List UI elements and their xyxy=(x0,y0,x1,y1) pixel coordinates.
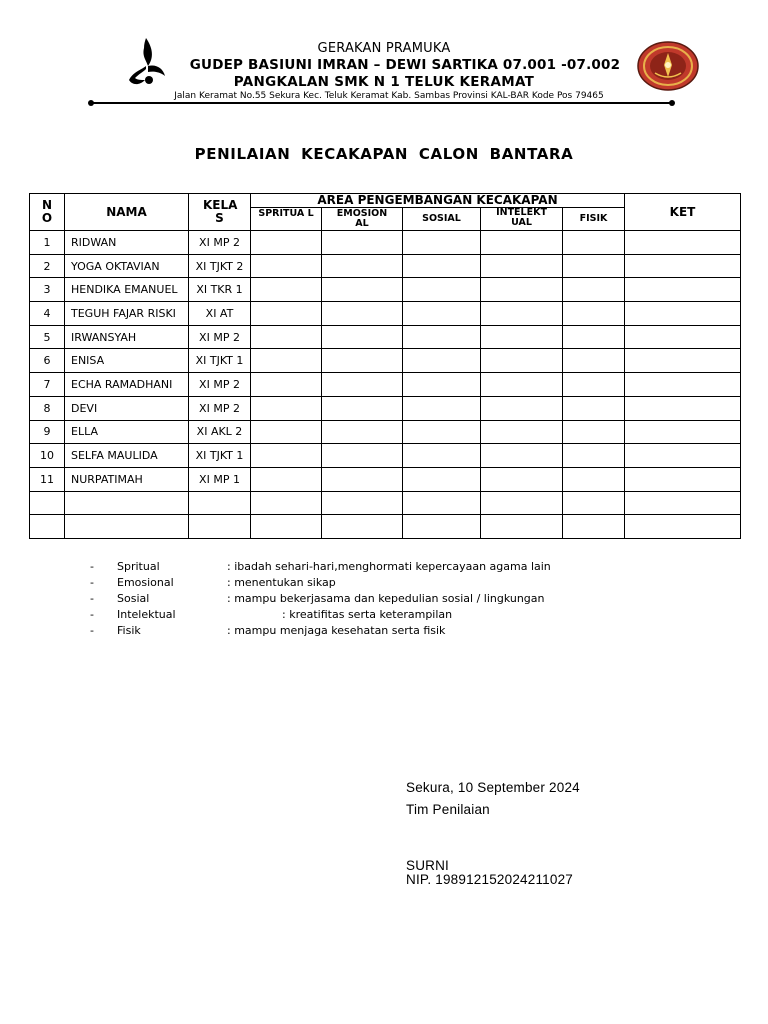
score-cell-emosional xyxy=(322,491,403,515)
legend-dash: - xyxy=(90,624,94,637)
score-cell-intelektual xyxy=(481,491,563,515)
table-row xyxy=(30,444,741,468)
row-number: 3 xyxy=(30,278,65,302)
header-intelektual: INTELEKT UAL xyxy=(481,208,563,231)
table-row xyxy=(30,467,741,491)
score-cell-sosial xyxy=(403,444,481,468)
row-class: XI TJKT 1 xyxy=(189,444,251,468)
header-no: N O xyxy=(30,194,65,231)
table-row xyxy=(30,254,741,278)
legend-description: : mampu bekerjasama dan kepedulian sosial / lingkungan xyxy=(227,592,545,605)
score-cell-fisik xyxy=(563,420,625,444)
table-row xyxy=(30,302,741,326)
legend-dash: - xyxy=(90,560,94,573)
legend-dash: - xyxy=(90,592,94,605)
row-class xyxy=(189,491,251,515)
table-row xyxy=(30,515,741,539)
legend-description: : mampu menjaga kesehatan serta fisik xyxy=(227,624,446,637)
score-cell-intelektual xyxy=(481,231,563,255)
score-cell-fisik xyxy=(563,373,625,397)
row-name: IRWANSYAH xyxy=(65,325,189,349)
score-cell-ket xyxy=(625,467,741,491)
signer-nip: NIP. 198912152024211027 xyxy=(406,872,574,887)
score-cell-emosional xyxy=(322,231,403,255)
row-name: NURPATIMAH xyxy=(65,467,189,491)
row-class: XI MP 2 xyxy=(189,231,251,255)
row-number: 9 xyxy=(30,420,65,444)
score-cell-intelektual xyxy=(481,349,563,373)
score-cell-sosial xyxy=(403,467,481,491)
score-cell-spritual xyxy=(251,491,322,515)
header-area: AREA PENGEMBANGAN KECAKAPAN xyxy=(251,194,625,208)
score-cell-sosial xyxy=(403,396,481,420)
header-fisik: FISIK xyxy=(563,208,625,231)
row-class: XI AT xyxy=(189,302,251,326)
header-spritual: SPRITUA L xyxy=(251,208,322,231)
score-cell-ket xyxy=(625,349,741,373)
row-number: 7 xyxy=(30,373,65,397)
legend-term: Sosial xyxy=(117,592,150,605)
score-cell-fisik xyxy=(563,396,625,420)
score-cell-spritual xyxy=(251,278,322,302)
row-name: ENISA xyxy=(65,349,189,373)
score-cell-intelektual xyxy=(481,420,563,444)
score-cell-fisik xyxy=(563,444,625,468)
score-cell-intelektual xyxy=(481,302,563,326)
row-name: SELFA MAULIDA xyxy=(65,444,189,468)
score-cell-intelektual xyxy=(481,325,563,349)
score-cell-sosial xyxy=(403,373,481,397)
score-cell-emosional xyxy=(322,254,403,278)
header-kelas: KELA S xyxy=(189,194,251,231)
score-cell-ket xyxy=(625,396,741,420)
legend-term: Spritual xyxy=(117,560,160,573)
row-class: XI TJKT 1 xyxy=(189,349,251,373)
score-cell-emosional xyxy=(322,373,403,397)
row-class: XI AKL 2 xyxy=(189,420,251,444)
score-cell-sosial xyxy=(403,349,481,373)
score-cell-sosial xyxy=(403,515,481,539)
legend-dash: - xyxy=(90,576,94,589)
signer-name: SURNI xyxy=(406,858,450,873)
legend-term: Fisik xyxy=(117,624,141,637)
divider-dot-left xyxy=(88,100,94,106)
score-cell-spritual xyxy=(251,231,322,255)
row-class: XI MP 2 xyxy=(189,325,251,349)
score-cell-emosional xyxy=(322,302,403,326)
score-cell-intelektual xyxy=(481,373,563,397)
legend-description: : menentukan sikap xyxy=(227,576,336,589)
row-name: ECHA RAMADHANI xyxy=(65,373,189,397)
score-cell-intelektual xyxy=(481,444,563,468)
score-cell-intelektual xyxy=(481,467,563,491)
score-cell-fisik xyxy=(563,349,625,373)
row-name: TEGUH FAJAR RISKI xyxy=(65,302,189,326)
row-number: 10 xyxy=(30,444,65,468)
header-ket: KET xyxy=(625,194,741,231)
row-number: 1 xyxy=(30,231,65,255)
score-cell-spritual xyxy=(251,515,322,539)
row-name: YOGA OKTAVIAN xyxy=(65,254,189,278)
school-name: PANGKALAN SMK N 1 TELUK KERAMAT xyxy=(233,74,535,90)
document-title: PENILAIAN KECAKAPAN CALON BANTARA xyxy=(194,145,574,163)
score-cell-spritual xyxy=(251,325,322,349)
gudep-name: GUDEP BASIUNI IMRAN – DEWI SARTIKA 07.001 -07.002 xyxy=(189,57,621,73)
table-row xyxy=(30,373,741,397)
assessment-team: Tim Penilaian xyxy=(406,802,490,817)
row-number xyxy=(30,515,65,539)
score-cell-sosial xyxy=(403,231,481,255)
row-class: XI TJKT 2 xyxy=(189,254,251,278)
header-divider xyxy=(91,102,673,104)
row-name xyxy=(65,515,189,539)
score-cell-fisik xyxy=(563,302,625,326)
score-cell-ket xyxy=(625,420,741,444)
score-cell-spritual xyxy=(251,302,322,326)
legend-description: : kreatifitas serta keterampilan xyxy=(282,608,453,621)
row-number: 5 xyxy=(30,325,65,349)
score-cell-emosional xyxy=(322,349,403,373)
row-class: XI MP 1 xyxy=(189,467,251,491)
score-cell-intelektual xyxy=(481,278,563,302)
score-cell-spritual xyxy=(251,467,322,491)
row-number: 11 xyxy=(30,467,65,491)
score-cell-emosional xyxy=(322,278,403,302)
score-cell-ket xyxy=(625,302,741,326)
score-cell-spritual xyxy=(251,420,322,444)
score-cell-fisik xyxy=(563,231,625,255)
score-cell-emosional xyxy=(322,396,403,420)
table-row xyxy=(30,420,741,444)
row-number: 4 xyxy=(30,302,65,326)
assessment-table xyxy=(29,193,741,539)
legend-dash: - xyxy=(90,608,94,621)
score-cell-ket xyxy=(625,278,741,302)
row-name: RIDWAN xyxy=(65,231,189,255)
header-emosional: EMOSION AL xyxy=(322,208,403,231)
score-cell-emosional xyxy=(322,467,403,491)
score-cell-emosional xyxy=(322,444,403,468)
table-row xyxy=(30,349,741,373)
header-nama: NAMA xyxy=(65,194,189,231)
table-row xyxy=(30,396,741,420)
score-cell-intelektual xyxy=(481,396,563,420)
score-cell-intelektual xyxy=(481,254,563,278)
legend-term: Emosional xyxy=(117,576,174,589)
score-cell-emosional xyxy=(322,325,403,349)
row-class: XI TKR 1 xyxy=(189,278,251,302)
score-cell-sosial xyxy=(403,420,481,444)
score-cell-ket xyxy=(625,373,741,397)
row-name: ELLA xyxy=(65,420,189,444)
score-cell-fisik xyxy=(563,515,625,539)
score-cell-emosional xyxy=(322,420,403,444)
score-cell-ket xyxy=(625,325,741,349)
score-cell-fisik xyxy=(563,278,625,302)
score-cell-ket xyxy=(625,254,741,278)
legend-description: : ibadah sehari-hari,menghormati kepercayaan agama lain xyxy=(227,560,551,573)
score-cell-emosional xyxy=(322,515,403,539)
row-class: XI MP 2 xyxy=(189,396,251,420)
row-number: 6 xyxy=(30,349,65,373)
score-cell-ket xyxy=(625,444,741,468)
score-cell-fisik xyxy=(563,325,625,349)
row-name: DEVI xyxy=(65,396,189,420)
school-address: Jalan Keramat No.55 Sekura Kec. Teluk Keramat Kab. Sambas Provinsi KAL-BAR Kode Pos 79465 xyxy=(174,91,604,101)
row-number: 2 xyxy=(30,254,65,278)
divider-dot-right xyxy=(669,100,675,106)
score-cell-spritual xyxy=(251,254,322,278)
legend-term: Intelektual xyxy=(117,608,176,621)
score-cell-sosial xyxy=(403,325,481,349)
score-cell-ket xyxy=(625,515,741,539)
table-row xyxy=(30,278,741,302)
row-class: XI MP 2 xyxy=(189,373,251,397)
header-sosial: SOSIAL xyxy=(403,208,481,231)
row-name xyxy=(65,491,189,515)
row-name: HENDIKA EMANUEL xyxy=(65,278,189,302)
table-row xyxy=(30,491,741,515)
score-cell-fisik xyxy=(563,491,625,515)
score-cell-sosial xyxy=(403,491,481,515)
place-date: Sekura, 10 September 2024 xyxy=(406,780,580,795)
score-cell-intelektual xyxy=(481,515,563,539)
table-row xyxy=(30,325,741,349)
row-class xyxy=(189,515,251,539)
score-cell-ket xyxy=(625,491,741,515)
score-cell-fisik xyxy=(563,254,625,278)
score-cell-spritual xyxy=(251,444,322,468)
score-cell-ket xyxy=(625,231,741,255)
score-cell-sosial xyxy=(403,302,481,326)
organization-name: GERAKAN PRAMUKA xyxy=(317,41,451,56)
score-cell-fisik xyxy=(563,467,625,491)
row-number xyxy=(30,491,65,515)
score-cell-sosial xyxy=(403,278,481,302)
row-number: 8 xyxy=(30,396,65,420)
score-cell-spritual xyxy=(251,349,322,373)
score-cell-sosial xyxy=(403,254,481,278)
table-row xyxy=(30,231,741,255)
score-cell-spritual xyxy=(251,396,322,420)
score-cell-spritual xyxy=(251,373,322,397)
